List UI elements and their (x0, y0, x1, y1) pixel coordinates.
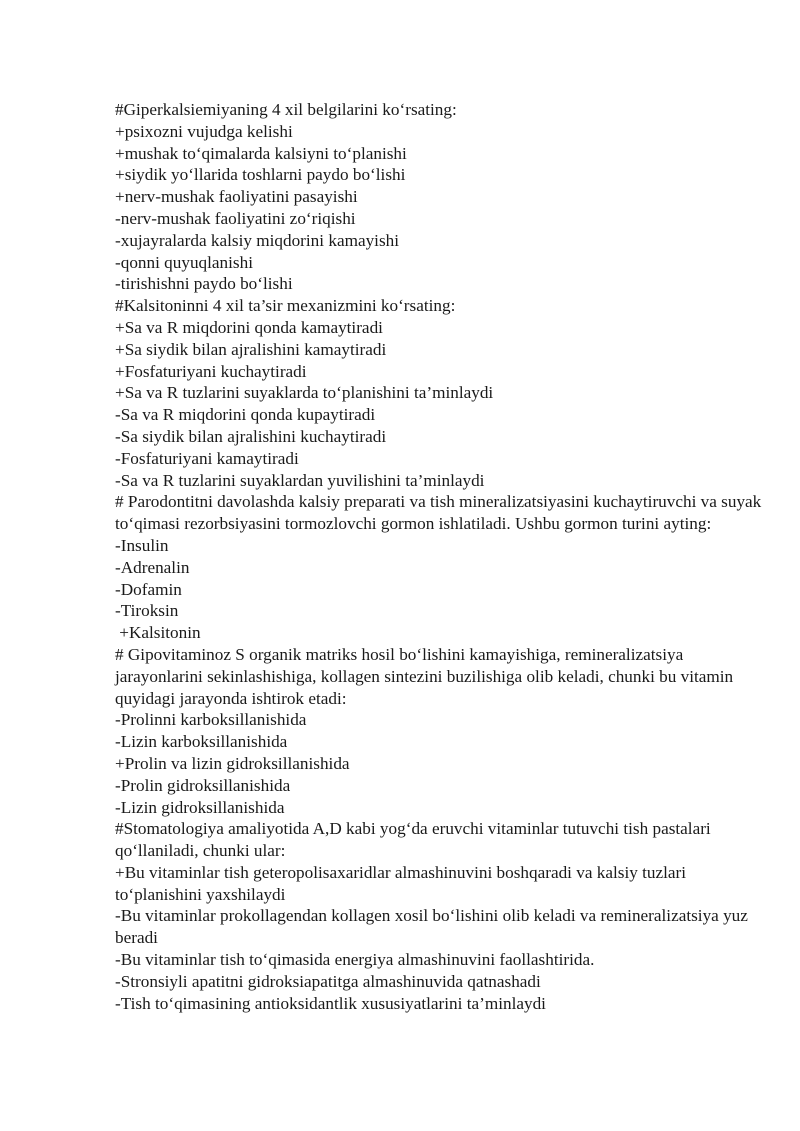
answer-option: -Adrenalin (115, 557, 190, 577)
answer-option: -Sa siydik bilan ajralishini kuchaytiradi (115, 426, 387, 446)
answer-option: -Insulin (115, 535, 169, 555)
answer-option: +Sa siydik bilan ajralishini kamaytiradi (115, 339, 387, 359)
answer-option: +Prolin va lizin gidroksillanishida (115, 753, 350, 773)
question-prompt: # Gipovitaminoz S organik matriks hosil bo‘lishini kamayishiga, remineralizatsiya jarayonlarini sekinlashishiga, kollagen sintezini buzilishiga olib keladi, chunki bu vitamin quyidagi jarayonda ishtirok etadi: (115, 644, 738, 708)
answer-option: -Fosfaturiyani kamaytiradi (115, 448, 299, 468)
answer-option: -Sa va R miqdorini qonda kupaytiradi (115, 405, 376, 425)
answer-option: -Bu vitaminlar tish to‘qimasida energiya almashinuvini faollashtirida. (115, 950, 595, 970)
answer-option: -Prolinni karboksillanishida (115, 710, 307, 730)
answer-option: +mushak to‘qimalarda kalsiyni to‘planishi (115, 143, 407, 163)
answer-option: +Fosfaturiyani kuchaytiradi (115, 361, 307, 381)
question-prompt: #Kalsitoninni 4 xil ta’sir mexanizmini ko‘rsating: (115, 296, 456, 316)
answer-option: +psixozni vujudga kelishi (115, 121, 293, 141)
answer-option: +Kalsitonin (115, 623, 201, 643)
question-prompt: #Stomatologiya amaliyotida A,D kabi yog‘da eruvchi vitaminlar tutuvchi tish pastalari qo‘llaniladi, chunki ular: (115, 819, 716, 861)
answer-option: -Lizin karboksillanishida (115, 732, 288, 752)
answer-option: -xujayralarda kalsiy miqdorini kamayishi (115, 230, 399, 250)
answer-option: -Sa va R tuzlarini suyaklardan yuvilishini ta’minlaydi (115, 470, 485, 490)
answer-option: +Sa va R tuzlarini suyaklarda to‘planishini ta’minlaydi (115, 383, 494, 403)
answer-option: -Bu vitaminlar prokollagendan kollagen xosil bo‘lishini olib keladi va remineralizatsiya yuz beradi (115, 906, 753, 948)
document-page (115, 99, 765, 1014)
answer-option: -Tiroksin (115, 601, 179, 621)
answer-option: -Lizin gidroksillanishida (115, 797, 285, 817)
question-prompt: # Parodontitni davolashda kalsiy preparati va tish mineralizatsiyasini kuchaytiruvchi va suyak to‘qimasi rezorbsiyasini tormozlovchi gormon ishlatiladi. Ushbu gormon turini ayting: (115, 492, 766, 534)
question-block (115, 818, 765, 1014)
answer-option: -Stronsiyli apatitni gidroksiapatitga almashinuvida qatnashadi (115, 971, 541, 991)
question-block (115, 491, 765, 644)
answer-option: -Prolin gidroksillanishida (115, 775, 291, 795)
answer-option: -qonni quyuqlanishi (115, 252, 253, 272)
answer-option: +nerv-mushak faoliyatini pasayishi (115, 187, 358, 207)
answer-option: -tirishishni paydo bo‘lishi (115, 274, 293, 294)
answer-option: -nerv-mushak faoliyatini zo‘riqishi (115, 208, 356, 228)
question-prompt: #Giperkalsiemiyaning 4 xil belgilarini ko‘rsating: (115, 100, 457, 119)
question-block (115, 644, 765, 818)
question-block (115, 99, 765, 295)
answer-option: -Tish to‘qimasining antioksidantlik xususiyatlarini ta’minlaydi (115, 993, 546, 1013)
answer-option: +Bu vitaminlar tish geteropolisaxaridlar almashinuvini boshqaradi va kalsiy tuzlari to‘planishini yaxshilaydi (115, 862, 691, 904)
question-block (115, 295, 765, 491)
answer-option: +Sa va R miqdorini qonda kamaytiradi (115, 317, 383, 337)
answer-option: -Dofamin (115, 579, 182, 599)
answer-option: +siydik yo‘llarida toshlarni paydo bo‘lishi (115, 165, 406, 185)
